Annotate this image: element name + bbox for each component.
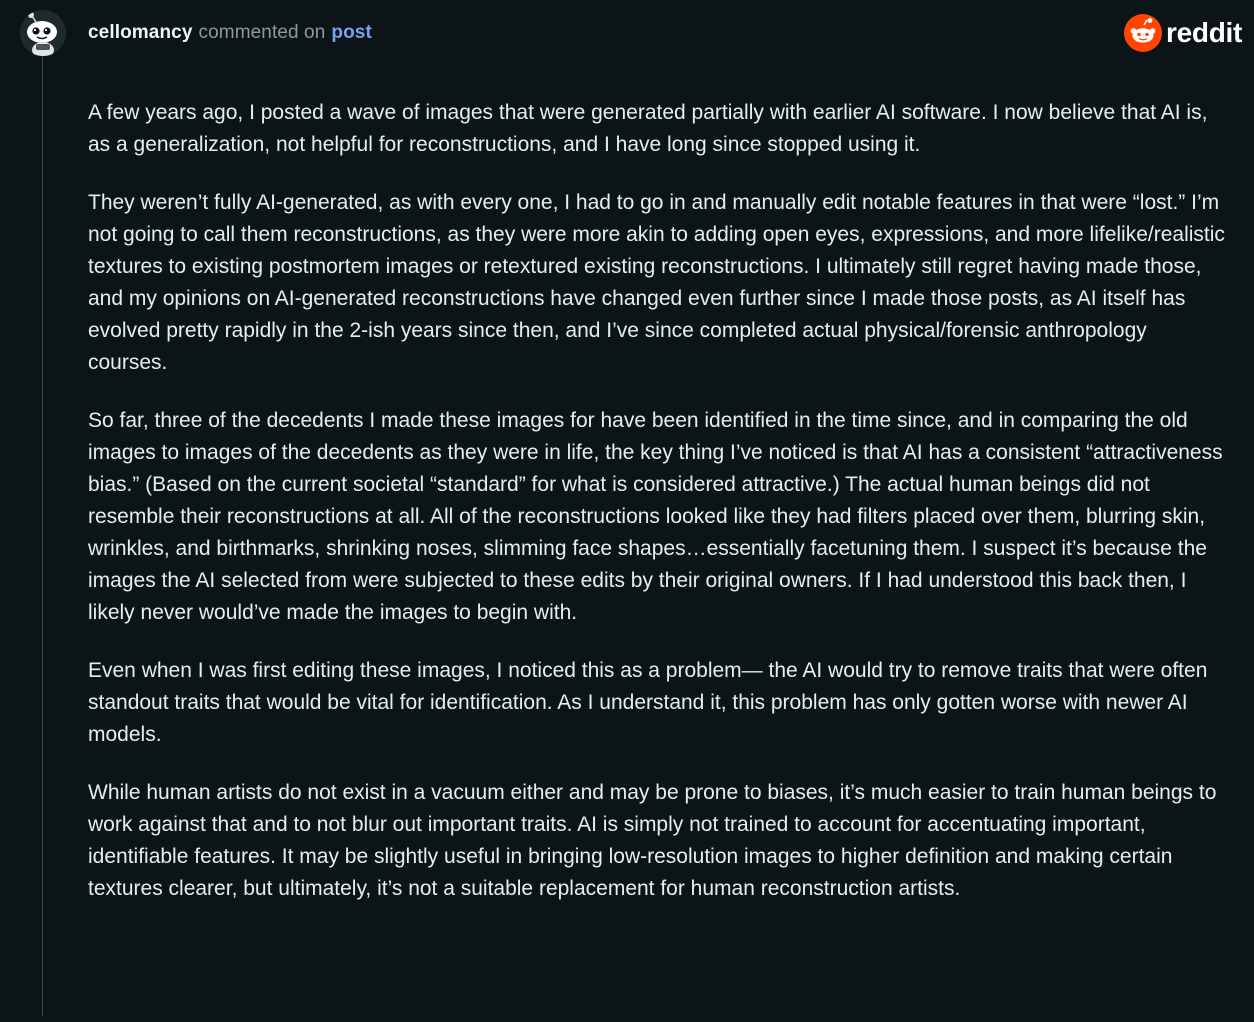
comment-paragraph: Even when I was first editing these images, I noticed this as a problem— the AI would try to remove traits that were often standout traits that would be vital for identification. As I understand it, this problem has only gotten worse with newer AI models. [88, 659, 1208, 746]
comment-action-text: commented on [198, 22, 326, 43]
thread-line [42, 56, 43, 1016]
user-avatar[interactable] [20, 10, 66, 56]
reddit-wordmark: reddit [1166, 17, 1242, 48]
comment-body [88, 97, 1228, 931]
comment-paragraph: While human artists do not exist in a vacuum either and may be prone to biases, it’s much easier to train human beings to work against that and to not blur out important traits. AI is simply not trained to account for accentuating important, identifiable features. It may be slightly useful in bringing low-resolution images to higher definition and making certain textures clearer, but ultimately, it’s not a suitable replacement for human reconstruction artists. [88, 781, 1217, 900]
comment-paragraph: A few years ago, I posted a wave of images that were generated partially with earlier AI software. I now believe that AI is, as a generalization, not helpful for reconstructions, and I have long since stopped using it. [88, 101, 1208, 156]
comment-header [88, 20, 372, 46]
reddit-snoo-icon [1124, 14, 1162, 52]
reddit-brand[interactable] [1124, 14, 1242, 52]
post-link[interactable]: post [331, 22, 372, 43]
comment-author[interactable]: cellomancy [88, 22, 193, 43]
snoo-avatar-icon [20, 10, 66, 56]
comment-paragraph: They weren’t fully AI-generated, as with every one, I had to go in and manually edit notable features in that were “lost.” I’m not going to call them reconstructions, as they were more akin to adding open eyes, expressions, and more lifelike/realistic textures to existing postmortem images or retextured existing reconstructions. I ultimately still regret having made those, and my opinions on AI-generated reconstructions have changed even further since I made those posts, as AI itself has evolved pretty rapidly in the 2-ish years since then, and I’ve since completed actual physical/forensic anthropology courses. [88, 191, 1225, 374]
comment-paragraph: So far, three of the decedents I made these images for have been identified in the time since, and in comparing the old images to images of the decedents as they were in life, the key thing I’ve noticed is that AI has a consistent “attractiveness bias.” (Based on the current societal “standard” for what is considered attractive.) The actual human beings did not resemble their reconstructions at all. All of the reconstructions looked like they had filters placed over them, blurring skin, wrinkles, and birthmarks, shrinking noses, slimming face shapes…essentially facetuning them. I suspect it’s because the images the AI selected from were subjected to these edits by their original owners. If I had understood this back then, I likely never would’ve made the images to begin with. [88, 409, 1223, 624]
